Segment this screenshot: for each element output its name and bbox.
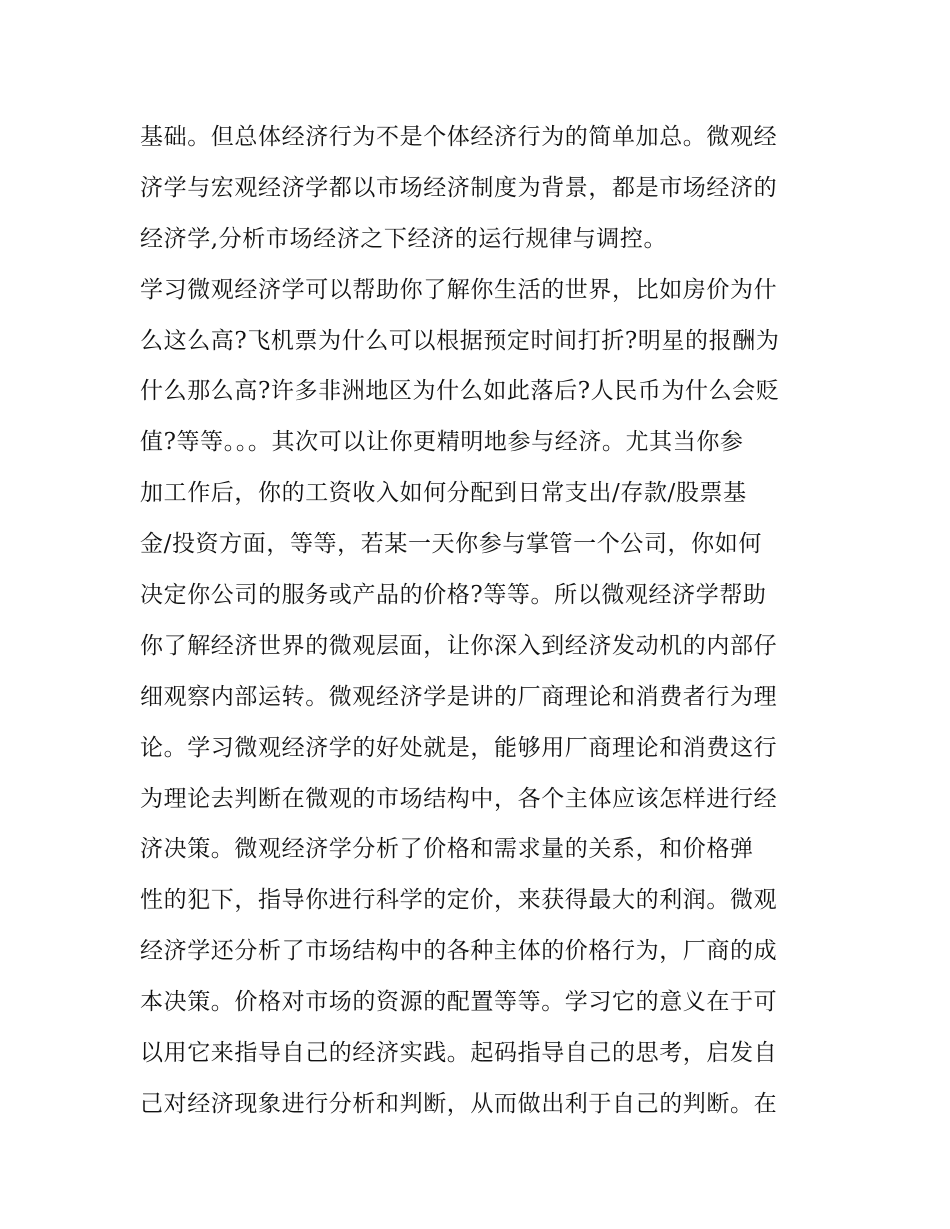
text-line: 基础。但总体经济行为不是个体经济行为的简单加总。微观经 <box>140 124 778 150</box>
text-line: 本决策。价格对市场的资源的配置等等。学习它的意义在于可 <box>140 989 778 1016</box>
text-line: 决定你公司的服务或产品的价格?等等。所以微观经济学帮助 <box>140 582 767 609</box>
text-line: 经济学,分析市场经济之下经济的运行规律与调控。 <box>140 225 668 252</box>
text-line: 论。学习微观经济学的好处就是，能够用厂商理论和消费这行 <box>140 734 778 761</box>
body-text <box>140 112 820 1130</box>
text-line: 什么那么高?许多非洲地区为什么如此落后?人民币为什么会贬 <box>140 378 780 405</box>
text-line: 济决策。微观经济学分析了价格和需求量的关系，和价格弹 <box>140 836 754 863</box>
text-line: 性的犯下，指导你进行科学的定价，来获得最大的利润。微观 <box>140 887 778 914</box>
text-line: 么这么高?飞机票为什么可以根据预定时间打折?明星的报酬为 <box>140 327 780 354</box>
text-line: 金/投资方面，等等，若某一天你参与掌管一个公司，你如何 <box>140 531 762 558</box>
text-line: 细观察内部运转。微观经济学是讲的厂商理论和消费者行为理 <box>140 683 778 710</box>
text-line: 学习微观经济学可以帮助你了解你生活的世界，比如房价为什 <box>140 276 778 303</box>
text-line: 为理论去判断在微观的市场结构中，各个主体应该怎样进行经 <box>140 785 778 812</box>
text-line: 你了解经济世界的微观层面，让你深入到经济发动机的内部仔 <box>140 632 778 659</box>
text-line: 值?等等。。。其次可以让你更精明地参与经济。尤其当你参 <box>140 429 744 456</box>
text-line: 加工作后，你的工资收入如何分配到日常支出/存款/股票基 <box>140 480 747 507</box>
text-line: 经济学还分析了市场结构中的各种主体的价格行为，厂商的成 <box>140 938 778 965</box>
text-line: 济学与宏观经济学都以市场经济制度为背景，都是市场经济的 <box>140 174 778 201</box>
text-line: 己对经济现象进行分析和判断，从而做出利于自己的判断。在 <box>140 1090 778 1117</box>
text-line: 以用它来指导自己的经济实践。起码指导自己的思考，启发自 <box>140 1040 778 1067</box>
